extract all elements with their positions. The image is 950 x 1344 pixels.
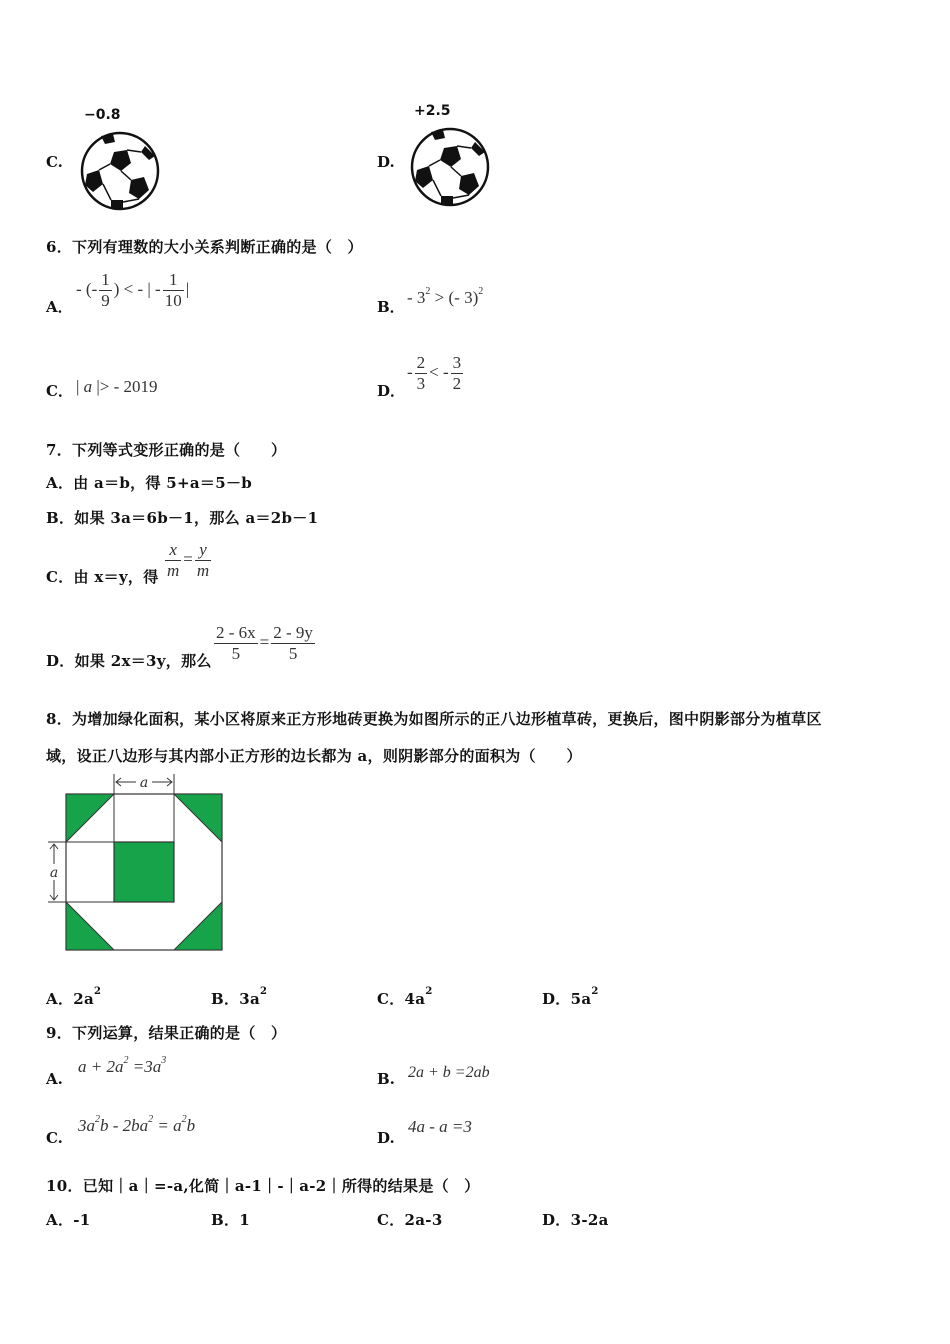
q9-option-a-math xyxy=(78,1057,166,1077)
exponent: 2 xyxy=(181,1114,187,1125)
denominator: 5 xyxy=(231,644,241,663)
q9-option-b-letter: B. xyxy=(377,1070,395,1088)
figure-label-left: a xyxy=(49,865,59,881)
q10-option-a: A．-1 xyxy=(46,1211,91,1229)
option-letter: C． xyxy=(377,990,405,1008)
exponent: 2 xyxy=(591,986,599,997)
q5-option-c-letter: C. xyxy=(46,153,63,171)
fraction xyxy=(165,540,181,581)
q6-c-part1: | xyxy=(76,377,80,396)
fraction xyxy=(163,270,184,311)
q8-stem-line1: 8．为增加绿化面积，某小区将原来正方形地砖更换为如图所示的正八边形植草砖，更换后，图中阴影部分为植草区 xyxy=(46,710,822,728)
q7-option-c-text: C．由 x＝y，得 xyxy=(46,568,159,586)
q6-option-c-letter: C． xyxy=(46,382,73,400)
q7-stem: 7．下列等式变形正确的是（ ） xyxy=(46,441,287,459)
denominator: 2 xyxy=(452,374,462,393)
q6-option-b-letter: B． xyxy=(377,298,405,316)
denominator: 5 xyxy=(288,644,298,663)
figure-label-top: a xyxy=(139,775,149,791)
soccer-ball-icon xyxy=(409,126,491,208)
fraction xyxy=(451,353,464,394)
q7-option-a: A．由 a＝b，得 5+a＝5－b xyxy=(46,474,253,492)
q6-option-c-math xyxy=(76,377,158,397)
numerator: 2 - 9y xyxy=(273,623,313,642)
fraction xyxy=(271,623,315,664)
denominator: m xyxy=(196,561,210,580)
q9-c-term1: 3a xyxy=(78,1116,95,1135)
q6-a-part1: - (- xyxy=(76,279,98,299)
q6-option-b-math xyxy=(407,288,483,308)
q8-option-a xyxy=(46,988,101,1009)
q6-option-d-letter: D． xyxy=(377,382,406,400)
exponent: 2 xyxy=(95,1114,100,1125)
q9-stem: 9．下列运算，结果正确的是（ ） xyxy=(46,1024,287,1042)
exponent: 2 xyxy=(148,1114,154,1125)
exponent: 2 xyxy=(478,286,484,297)
numerator: 1 xyxy=(163,270,184,291)
equals-sign: = xyxy=(259,632,270,652)
q8-option-b xyxy=(211,988,267,1009)
q6-a-part2: ) < - | - xyxy=(113,279,161,299)
fraction xyxy=(195,540,211,581)
option-letter: D． xyxy=(542,990,571,1008)
q8-option-d xyxy=(542,988,599,1009)
numerator: 3 xyxy=(452,353,462,372)
numerator: 2 - 6x xyxy=(216,623,256,642)
q7-option-c-math xyxy=(163,540,213,581)
numerator: 1 xyxy=(101,270,110,289)
denominator: 3 xyxy=(416,374,426,393)
numerator: y xyxy=(195,540,211,561)
q7-option-d-math xyxy=(212,623,317,664)
denominator: 10 xyxy=(164,291,182,310)
q9-option-c-letter: C. xyxy=(46,1129,63,1147)
q10-option-b: B．1 xyxy=(211,1211,251,1229)
denominator: 9 xyxy=(101,291,110,310)
q7-option-b: B．如果 3a＝6b－1，那么 a＝2b－1 xyxy=(46,509,319,527)
q5-option-c-value: −0.8 xyxy=(84,107,121,123)
inner-square xyxy=(114,842,174,902)
option-value: 5a xyxy=(570,990,592,1008)
q10-option-d: D．3-2a xyxy=(542,1211,609,1229)
q9-option-a-letter: A. xyxy=(46,1070,63,1088)
exponent: 2 xyxy=(123,1055,129,1066)
numerator: x xyxy=(165,540,181,561)
fraction xyxy=(415,353,428,394)
q6-d-part2: < - xyxy=(429,362,449,382)
q8-stem-line2: 域，设正八边形与其内部小正方形的边长都为 a，则阴影部分的面积为（ ） xyxy=(46,747,582,765)
q6-option-d-math xyxy=(407,353,465,394)
corner-triangle-top-left xyxy=(66,794,114,842)
q6-b-base: - 3 xyxy=(407,288,426,307)
q6-option-a-letter: A． xyxy=(46,298,73,316)
option-value: 4a xyxy=(404,990,426,1008)
q5-option-d-letter: D. xyxy=(377,153,395,171)
soccer-ball-icon xyxy=(79,130,161,212)
q9-a-term2: =3a xyxy=(128,1057,162,1076)
q9-c-term3: = a xyxy=(153,1116,182,1135)
exponent: 2 xyxy=(425,986,433,997)
q9-option-b-math: 2a + b =2ab xyxy=(408,1064,490,1081)
exponent: 2 xyxy=(260,986,268,997)
corner-triangle-top-right xyxy=(174,794,222,842)
option-letter: A． xyxy=(46,990,74,1008)
fraction xyxy=(99,270,112,311)
fraction xyxy=(214,623,258,664)
corner-triangle-bottom-right xyxy=(174,902,222,950)
q10-stem: 10．已知｜a｜=-a,化简｜a-1｜-｜a-2｜所得的结果是（ ） xyxy=(46,1177,480,1195)
exponent: 2 xyxy=(425,286,431,297)
numerator: 2 xyxy=(416,353,426,372)
q10-option-c: C．2a-3 xyxy=(377,1211,443,1229)
q9-option-d-letter: D. xyxy=(377,1129,395,1147)
q6-d-part1: - xyxy=(407,362,413,382)
q6-b-mid: > (- 3) xyxy=(430,288,479,307)
q9-c-term4: b xyxy=(186,1116,196,1135)
option-value: 2a xyxy=(73,990,95,1008)
q7-option-d-text: D．如果 2x＝3y，那么 xyxy=(46,652,212,670)
exponent: 3 xyxy=(161,1055,167,1066)
q6-c-var: a xyxy=(83,377,93,396)
option-value: 3a xyxy=(239,990,261,1008)
octagon-tile-figure xyxy=(44,774,226,954)
q9-a-term1: a + 2a xyxy=(78,1057,124,1076)
q9-option-c-math xyxy=(78,1116,195,1136)
equals-sign: = xyxy=(183,549,193,569)
option-letter: B． xyxy=(211,990,240,1008)
q6-c-part2: |> - 2019 xyxy=(96,377,158,396)
corner-triangle-bottom-left xyxy=(66,902,114,950)
q6-stem: 6．下列有理数的大小关系判断正确的是（ ） xyxy=(46,238,363,256)
q9-option-d-math: 4a - a =3 xyxy=(408,1117,472,1136)
exponent: 2 xyxy=(94,986,102,997)
q9-c-term2: b - 2ba xyxy=(100,1116,149,1135)
q6-a-part3: | xyxy=(185,279,190,299)
q6-option-a-math xyxy=(76,270,189,311)
q5-option-d-value: +2.5 xyxy=(414,103,451,119)
denominator: m xyxy=(167,561,180,580)
q8-option-c xyxy=(377,988,433,1009)
